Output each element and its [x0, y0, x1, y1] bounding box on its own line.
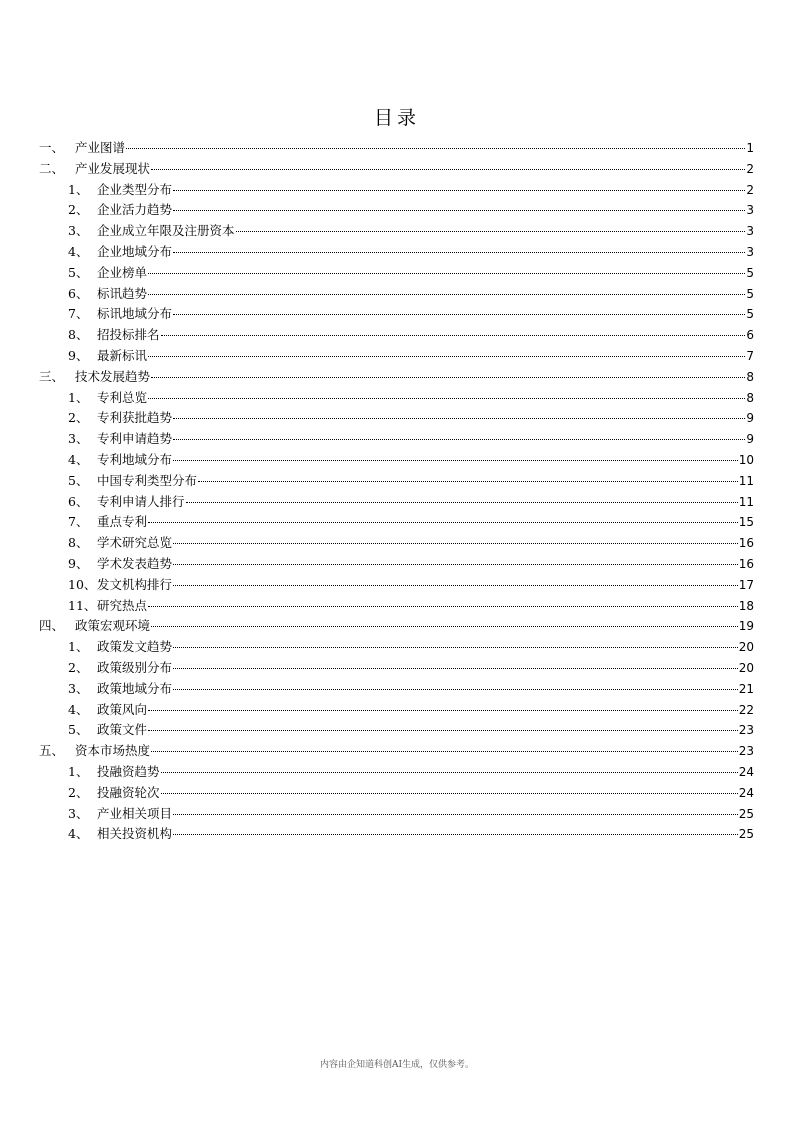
toc-entry-label: 政策宏观环境 [75, 618, 151, 634]
toc-dot-leader [151, 751, 738, 752]
toc-entry-number: 1、 [68, 389, 89, 405]
toc-entry-page-number: 6 [746, 328, 754, 343]
toc-entry-page-number: 17 [738, 577, 754, 592]
toc-entry-page-number: 15 [738, 515, 754, 530]
toc-dot-leader [173, 647, 738, 648]
toc-entry-label: 专利申请趋势 [97, 431, 173, 447]
toc-dot-leader [148, 273, 745, 274]
toc-dot-leader [173, 439, 745, 440]
toc-dot-leader [148, 730, 738, 731]
toc-dot-leader [151, 169, 745, 170]
page-title: 目录 [373, 107, 420, 129]
toc-entry-label: 资本市场热度 [75, 743, 151, 759]
toc-entry-label: 产业发展现状 [75, 160, 151, 176]
toc-entry-label: 政策风向 [97, 701, 148, 717]
toc-dot-leader [173, 418, 745, 419]
toc-dot-leader [148, 356, 745, 357]
toc-entry-page-number: 9 [746, 432, 754, 447]
toc-section-entry[interactable] [39, 367, 754, 388]
toc-entry-page-number: 24 [738, 785, 754, 800]
toc-section-entry[interactable] [39, 159, 754, 180]
toc-entry-number: 8、 [68, 535, 89, 551]
toc-entry-label: 标讯趋势 [97, 285, 148, 301]
toc-entry-label: 政策地域分布 [97, 680, 173, 696]
toc-dot-leader [173, 210, 745, 211]
toc-entry-page-number: 23 [738, 744, 754, 759]
toc-dot-leader [173, 252, 745, 253]
toc-entry-page-number: 7 [746, 348, 754, 363]
toc-subsection-entry[interactable] [39, 325, 754, 346]
toc-entry-page-number: 16 [738, 556, 754, 571]
toc-dot-leader [198, 481, 738, 482]
toc-entry-page-number: 16 [738, 536, 754, 551]
toc-entry-number: 3、 [68, 431, 89, 447]
toc-entry-page-number: 20 [738, 640, 754, 655]
toc-dot-leader [148, 606, 738, 607]
toc-entry-page-number: 22 [738, 702, 754, 717]
toc-entry-label: 企业活力趋势 [97, 202, 173, 218]
toc-subsection-entry[interactable] [39, 221, 754, 242]
toc-section-entry[interactable] [39, 616, 754, 637]
toc-entry-number: 9、 [68, 347, 89, 363]
toc-section-entry[interactable] [39, 741, 754, 762]
toc-entry-page-number: 11 [738, 473, 754, 488]
toc-dot-leader [173, 834, 738, 835]
toc-subsection-entry[interactable] [39, 471, 754, 492]
toc-entry-number: 二、 [39, 160, 65, 176]
toc-entry-number: 4、 [68, 451, 89, 467]
toc-subsection-entry[interactable] [39, 304, 754, 325]
toc-entry-number: 10、 [68, 576, 97, 592]
toc-entry-page-number: 9 [746, 411, 754, 426]
toc-entry-page-number: 2 [746, 161, 754, 176]
toc-subsection-entry[interactable] [39, 533, 754, 554]
toc-entry-label: 专利地域分布 [97, 451, 173, 467]
toc-entry-label: 技术发展趋势 [75, 368, 151, 384]
toc-entry-label: 产业图谱 [75, 140, 126, 155]
toc-subsection-entry[interactable] [39, 346, 754, 367]
toc-entry-page-number: 25 [738, 827, 754, 842]
toc-entry-page-number: 25 [738, 806, 754, 821]
toc-subsection-entry[interactable] [39, 554, 754, 575]
toc-entry-page-number: 5 [746, 265, 754, 280]
toc-subsection-entry[interactable] [39, 429, 754, 450]
toc-entry-page-number: 5 [746, 307, 754, 322]
toc-entry-number: 8、 [68, 327, 89, 343]
toc-dot-leader [186, 502, 738, 503]
toc-entry-page-number: 3 [746, 203, 754, 218]
toc-entry-number: 7、 [68, 514, 89, 530]
toc-entry-page-number: 8 [746, 390, 754, 405]
toc-entry-page-number: 21 [738, 681, 754, 696]
toc-dot-leader [151, 626, 738, 627]
toc-entry-label: 学术研究总览 [97, 535, 173, 551]
toc-entry-page-number: 18 [738, 598, 754, 613]
toc-entry-label: 政策级别分布 [97, 659, 173, 675]
toc-entry-label: 产业相关项目 [97, 805, 173, 821]
toc-subsection-entry[interactable] [39, 408, 754, 429]
toc-entry-label: 政策发文趋势 [97, 639, 173, 655]
toc-subsection-entry[interactable] [39, 575, 754, 596]
toc-entry-number: 3、 [68, 805, 89, 821]
toc-entry-number: 5、 [68, 722, 89, 738]
toc-dot-leader [173, 689, 738, 690]
toc-dot-leader [148, 710, 738, 711]
toc-entry-label: 最新标讯 [97, 347, 148, 363]
toc-entry-number: 7、 [68, 306, 89, 322]
toc-subsection-entry[interactable] [39, 512, 754, 533]
toc-subsection-entry[interactable] [39, 783, 754, 804]
toc-dot-leader [173, 564, 738, 565]
toc-entry-number: 2、 [68, 202, 89, 218]
toc-subsection-entry[interactable] [39, 679, 754, 700]
toc-subsection-entry[interactable] [39, 637, 754, 658]
toc-entry-number: 5、 [68, 472, 89, 488]
toc-entry-label: 标讯地域分布 [97, 306, 173, 322]
toc-dot-leader [148, 294, 745, 295]
toc-subsection-entry[interactable] [39, 824, 754, 845]
toc-entry-page-number: 3 [746, 244, 754, 259]
toc-subsection-entry[interactable] [39, 658, 754, 679]
toc-entry-page-number: 23 [738, 723, 754, 738]
toc-subsection-entry[interactable] [39, 804, 754, 825]
toc-dot-leader [173, 585, 738, 586]
toc-entry-number: 1、 [68, 181, 89, 197]
toc-subsection-entry[interactable] [39, 596, 754, 617]
toc-entry-number: 2、 [68, 410, 89, 426]
toc-entry-page-number: 8 [746, 369, 754, 384]
toc-entry-page-number: 5 [746, 286, 754, 301]
toc-entry-page-number: 11 [738, 494, 754, 509]
toc-entry-number: 5、 [68, 264, 89, 280]
toc-dot-leader [148, 398, 745, 399]
toc-entry-label: 发文机构排行 [97, 576, 173, 592]
toc-entry-number: 3、 [68, 680, 89, 696]
toc-entry-number: 三、 [39, 368, 65, 384]
toc-dot-leader [148, 522, 738, 523]
toc-entry-label: 专利总览 [97, 389, 148, 405]
toc-entry-number: 11、 [68, 597, 97, 613]
toc-entry-page-number: 19 [738, 619, 754, 634]
toc-entry-number: 4、 [68, 243, 89, 259]
toc-entry-page-number: 20 [738, 660, 754, 675]
toc-subsection-entry[interactable] [39, 180, 754, 201]
toc-entry-number: 一、 [39, 140, 65, 155]
toc-entry-page-number: 24 [738, 764, 754, 779]
toc-dot-leader [151, 377, 745, 378]
toc-subsection-entry[interactable] [39, 242, 754, 263]
toc-entry-label: 企业地域分布 [97, 243, 173, 259]
toc-subsection-entry[interactable] [39, 200, 754, 221]
toc-subsection-entry[interactable] [39, 762, 754, 783]
toc-dot-leader [173, 668, 738, 669]
toc-entry-number: 9、 [68, 555, 89, 571]
toc-entry-page-number: 1 [746, 141, 754, 155]
toc-entry-label: 企业类型分布 [97, 181, 173, 197]
toc-entry-number: 1、 [68, 763, 89, 779]
toc-dot-leader [173, 190, 745, 191]
toc-entry-label: 投融资趋势 [97, 763, 160, 779]
toc-entry-page-number: 2 [746, 182, 754, 197]
table-of-contents [39, 138, 754, 845]
toc-entry-label: 学术发表趋势 [97, 555, 173, 571]
toc-dot-leader [236, 231, 746, 232]
toc-entry-number: 4、 [68, 701, 89, 717]
toc-dot-leader [161, 335, 746, 336]
toc-dot-leader [161, 793, 738, 794]
toc-entry-number: 2、 [68, 659, 89, 675]
toc-dot-leader [126, 148, 745, 149]
toc-entry-label: 政策文件 [97, 722, 148, 738]
toc-dot-leader [161, 772, 738, 773]
toc-entry-number: 2、 [68, 784, 89, 800]
toc-subsection-entry[interactable] [39, 492, 754, 513]
toc-entry-number: 1、 [68, 639, 89, 655]
toc-entry-number: 四、 [39, 618, 65, 634]
footer-note: 内容由企知道科创AI生成，仅供参考。 [319, 1060, 475, 1070]
toc-entry-number: 6、 [68, 285, 89, 301]
toc-dot-leader [173, 543, 738, 544]
toc-entry-page-number: 10 [738, 452, 754, 467]
toc-subsection-entry[interactable] [39, 700, 754, 721]
toc-entry-label: 相关投资机构 [97, 826, 173, 842]
toc-subsection-entry[interactable] [39, 284, 754, 305]
toc-entry-page-number: 3 [746, 224, 754, 239]
toc-entry-label: 投融资轮次 [97, 784, 160, 800]
toc-entry-number: 4、 [68, 826, 89, 842]
toc-entry-number: 五、 [39, 743, 65, 759]
toc-entry-label: 中国专利类型分布 [97, 472, 198, 488]
toc-entry-number: 6、 [68, 493, 89, 509]
toc-entry-label: 企业榜单 [97, 264, 148, 280]
toc-entry-label: 专利申请人排行 [97, 493, 185, 509]
toc-entry-label: 重点专利 [97, 514, 148, 530]
toc-entry-label: 专利获批趋势 [97, 410, 173, 426]
toc-dot-leader [173, 814, 738, 815]
toc-section-entry[interactable] [39, 138, 754, 159]
toc-entry-label: 招投标排名 [97, 327, 160, 343]
toc-subsection-entry[interactable] [39, 720, 754, 741]
toc-subsection-entry[interactable] [39, 388, 754, 409]
toc-entry-number: 3、 [68, 223, 89, 239]
toc-subsection-entry[interactable] [39, 263, 754, 284]
toc-subsection-entry[interactable] [39, 450, 754, 471]
toc-dot-leader [173, 460, 738, 461]
toc-entry-label: 研究热点 [97, 597, 148, 613]
toc-entry-label: 企业成立年限及注册资本 [97, 223, 235, 239]
toc-dot-leader [173, 314, 745, 315]
